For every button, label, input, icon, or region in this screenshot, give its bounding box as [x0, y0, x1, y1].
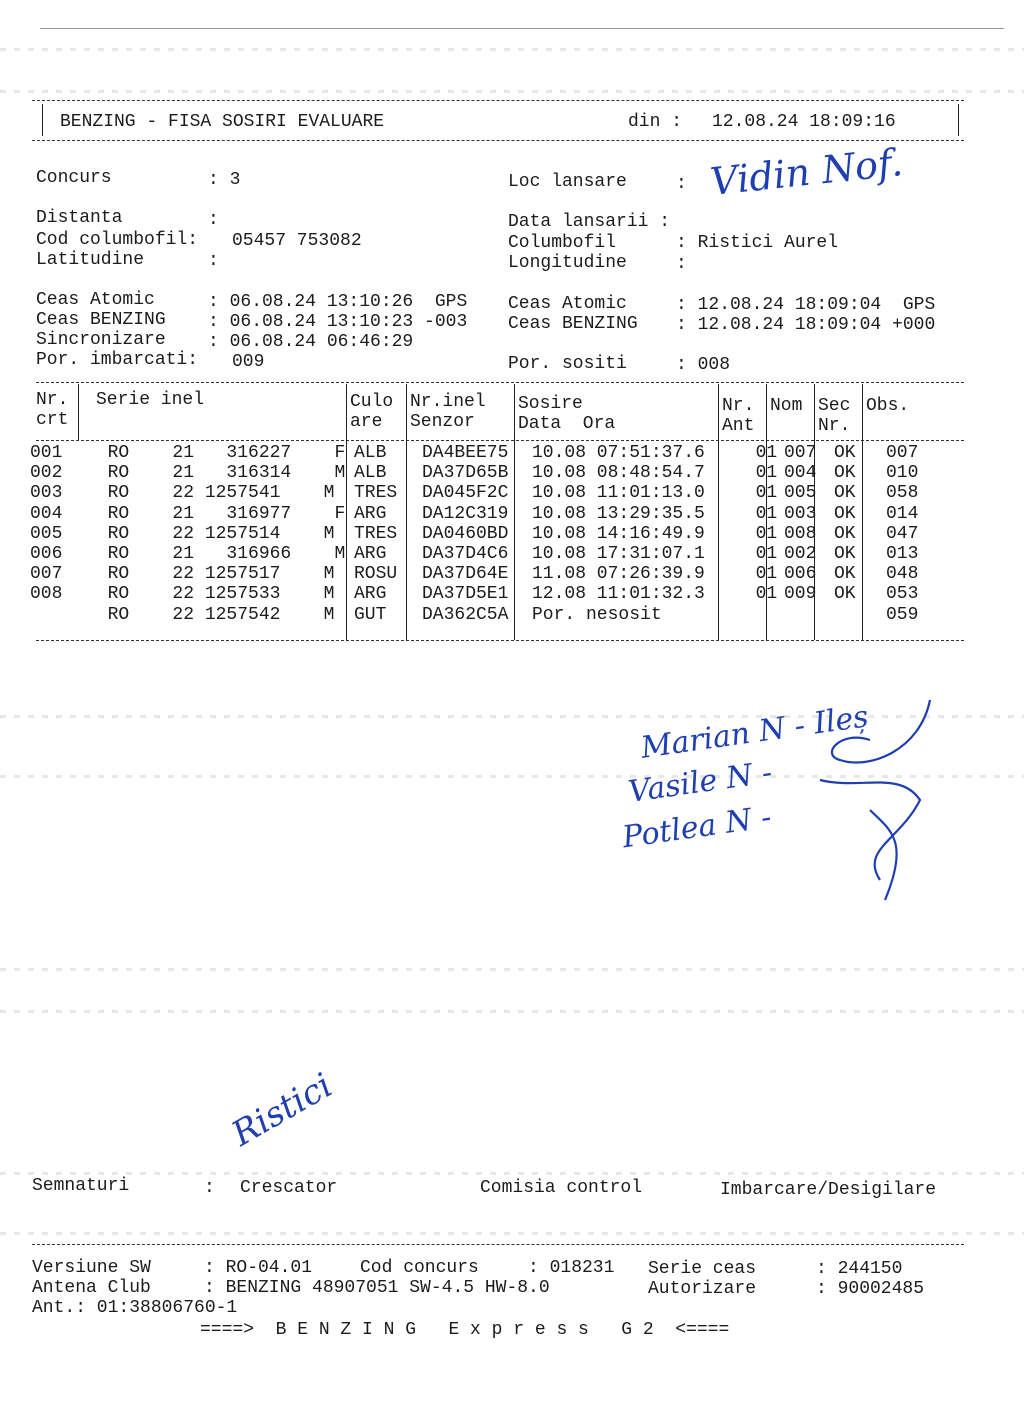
cod-concurs-label: Cod concurs — [360, 1258, 479, 1278]
row-culoare: ARG — [354, 544, 387, 565]
cod-columbofil-label: Cod columbofil: — [36, 230, 199, 250]
imbarcare-desigilare-label: Imbarcare/Desigilare — [720, 1180, 937, 1200]
ceas-atomic-end-label: Ceas Atomic — [508, 294, 627, 314]
sincronizare-label: Sincronizare — [36, 330, 166, 350]
row-senzor: DA4BEE75 — [422, 443, 509, 463]
row-nr: 006 — [30, 544, 63, 565]
row-culoare: ARG — [354, 503, 387, 524]
columbofil-value: : Ristici Aurel — [676, 233, 839, 253]
row-culoare: ROSU — [354, 564, 398, 585]
row-culoare: ALB — [354, 463, 387, 484]
row-ant: 01 — [734, 483, 778, 504]
row-sosire: 10.08 11:01:13.0 — [532, 483, 705, 504]
row-serie: RO 22 1257517 M — [86, 564, 335, 585]
document-title: BENZING - FISA SOSIRI EVALUARE — [60, 112, 385, 132]
versiune-sw-label: Versiune SW — [32, 1258, 151, 1278]
porumbei-imbarcati-label: Por. imbarcati: — [36, 350, 199, 370]
din-label: din : — [628, 112, 683, 132]
cod-concurs-value: : 018231 — [528, 1258, 615, 1278]
loc-lansare-label: Loc lansare — [508, 172, 627, 192]
latitudine-value: : — [208, 251, 219, 271]
ceas-atomic-start-value: : 06.08.24 13:10:26 GPS — [208, 292, 468, 312]
row-senzor: DA0460BD — [422, 523, 509, 544]
data-lansarii-label: Data lansarii : — [508, 212, 671, 232]
arrivals-table — [30, 443, 946, 625]
table-row — [30, 544, 946, 564]
row-serie: RO 22 1257514 M — [86, 523, 335, 544]
row-nr: 001 — [30, 443, 63, 463]
loc-lansare-sep: : — [676, 174, 687, 194]
concurs-value: : 3 — [208, 170, 241, 190]
row-sosire: 12.08 11:01:32.3 — [532, 584, 705, 605]
table-bottom-rule — [36, 640, 964, 641]
benzing-banner: ====> B E N Z I N G E x p r e s s G 2 <==== — [200, 1320, 730, 1340]
col-header-senzor: Senzor — [410, 412, 475, 432]
versiune-sw-value: : RO-04.01 — [204, 1258, 313, 1278]
row-serie: RO 22 1257541 M — [86, 483, 335, 504]
col-header-nr-ant-2: Ant — [722, 416, 755, 436]
row-serie: RO 21 316966 M — [86, 544, 346, 565]
row-sec: OK — [834, 584, 856, 605]
row-sec: OK — [834, 443, 856, 463]
row-sosire: 10.08 08:48:54.7 — [532, 463, 705, 484]
serie-ceas-value: : 244150 — [816, 1259, 903, 1279]
row-senzor: DA37D64E — [422, 564, 509, 585]
row-serie: RO 21 316977 F — [86, 503, 346, 524]
table-row — [30, 443, 946, 463]
row-ant: 01 — [734, 523, 778, 544]
crescator-label: Crescator — [240, 1178, 338, 1198]
handwritten-commission-1: Marian N - Ileș — [638, 699, 871, 766]
row-ant: 01 — [734, 443, 778, 463]
handwritten-commission-3: Potlea N - — [620, 799, 774, 856]
porumbei-imbarcati-value: 009 — [232, 352, 265, 372]
row-sec: OK — [834, 483, 856, 504]
row-ant — [734, 605, 780, 625]
row-ant: 01 — [734, 463, 778, 484]
col-header-sosire: Sosire — [518, 394, 583, 414]
header-bottom-rule — [32, 140, 964, 141]
row-sosire: Por. nesosit — [532, 604, 662, 625]
col-header-sec-2: Nr. — [818, 416, 851, 436]
row-senzor: DA37D65B — [422, 463, 509, 484]
commission-signatures — [780, 690, 980, 920]
row-nr: 007 — [30, 564, 63, 585]
table-row — [30, 504, 946, 524]
concurs-label: Concurs — [36, 168, 112, 188]
row-obs: 053 — [886, 584, 919, 605]
row-ant: 01 — [734, 544, 778, 565]
row-senzor: DA362C5A — [422, 604, 509, 625]
row-nr: 008 — [30, 584, 63, 605]
row-sec — [830, 605, 880, 625]
ceas-benzing-end-label: Ceas BENZING — [508, 314, 638, 334]
row-obs: 010 — [886, 463, 919, 484]
semnaturi-sep: : — [204, 1178, 215, 1198]
table-row — [30, 483, 946, 503]
row-nom: 007 — [784, 443, 817, 463]
row-nom: 006 — [784, 564, 817, 585]
row-nom: 004 — [784, 463, 817, 484]
col-header-nom: Nom — [770, 396, 803, 416]
row-nr: 005 — [30, 523, 63, 544]
row-obs: 059 — [886, 604, 919, 625]
col-header-nr-inel: Nr.inel — [410, 392, 486, 412]
table-top-rule — [36, 382, 964, 383]
col-header-data-ora: Data Ora — [518, 414, 616, 434]
col-header-sec-1: Sec — [818, 396, 851, 416]
row-nom — [780, 605, 830, 625]
row-culoare: GUT — [354, 604, 387, 625]
row-obs: 058 — [886, 483, 919, 504]
ceas-benzing-start-value: : 06.08.24 13:10:23 -003 — [208, 312, 468, 332]
row-serie: RO 21 316314 M — [86, 463, 346, 484]
row-nom: 002 — [784, 544, 817, 565]
row-ant: 01 — [734, 564, 778, 585]
row-nr: 004 — [30, 503, 63, 524]
header-top-rule — [32, 100, 964, 101]
antena-club-label: Antena Club — [32, 1278, 151, 1298]
row-obs: 013 — [886, 544, 919, 565]
row-sec: OK — [834, 544, 856, 565]
longitudine-value: : — [676, 254, 687, 274]
autorizare-value: : 90002485 — [816, 1279, 925, 1299]
row-nom: 008 — [784, 523, 817, 544]
row-sosire: 10.08 07:51:37.6 — [532, 443, 705, 463]
porumbei-sositi-label: Por. sositi — [508, 354, 627, 374]
semnaturi-label: Semnaturi — [32, 1176, 130, 1196]
ceas-benzing-end-value: : 12.08.24 18:09:04 +000 — [676, 315, 936, 335]
row-serie: RO 21 316227 F — [86, 443, 346, 463]
row-obs: 007 — [886, 443, 919, 463]
row-serie: RO 22 1257533 M — [86, 584, 335, 605]
row-nom: 003 — [784, 503, 817, 524]
row-senzor: DA12C319 — [422, 503, 509, 524]
row-nom: 009 — [784, 584, 817, 605]
table-row — [30, 463, 946, 483]
columbofil-label: Columbofil — [508, 233, 617, 253]
serie-ceas-label: Serie ceas — [648, 1259, 757, 1279]
footer-rule — [32, 1244, 964, 1245]
col-header-obs: Obs. — [866, 396, 910, 416]
col-header-nr: Nr. — [36, 390, 69, 410]
loc-lansare-handwritten: Vidin Nof. — [708, 140, 905, 204]
crescator-signature: Ristici — [225, 1065, 340, 1155]
table-row — [30, 524, 946, 544]
antena-id: Ant.: 01:38806760-1 — [32, 1298, 238, 1318]
row-senzor: DA045F2C — [422, 483, 509, 504]
row-senzor: DA37D4C6 — [422, 544, 509, 565]
handwritten-commission-2: Vasile N - — [626, 755, 775, 810]
row-obs: 048 — [886, 564, 919, 585]
row-sosire: 10.08 13:29:35.5 — [532, 503, 705, 524]
row-nr: 002 — [30, 463, 63, 484]
din-value: 12.08.24 18:09:16 — [712, 112, 896, 132]
row-sosire: 10.08 14:16:49.9 — [532, 523, 705, 544]
row-culoare: ALB — [354, 443, 387, 463]
row-sosire: 10.08 17:31:07.1 — [532, 544, 705, 565]
row-senzor: DA37D5E1 — [422, 584, 509, 605]
row-sec: OK — [834, 564, 856, 585]
ceas-benzing-start-label: Ceas BENZING — [36, 310, 166, 330]
row-nom: 005 — [784, 483, 817, 504]
row-culoare: TRES — [354, 483, 398, 504]
row-nr: 003 — [30, 483, 63, 504]
antena-club-value: : BENZING 48907051 SW-4.5 HW-8.0 — [204, 1278, 550, 1298]
row-sosire: 11.08 07:26:39.9 — [532, 564, 705, 585]
col-header-crt: crt — [36, 410, 69, 430]
row-culoare: TRES — [354, 523, 398, 544]
row-culoare: ARG — [354, 584, 387, 605]
distanta-value: : — [208, 210, 219, 230]
col-header-nr-ant-1: Nr. — [722, 396, 755, 416]
row-sec: OK — [834, 503, 856, 524]
row-ant: 01 — [734, 503, 778, 524]
table-row — [30, 564, 946, 584]
row-obs: 014 — [886, 503, 919, 524]
distanta-label: Distanta — [36, 208, 123, 228]
ceas-atomic-end-value: : 12.08.24 18:09:04 GPS — [676, 295, 936, 315]
row-obs: 047 — [886, 523, 919, 544]
row-nr — [30, 605, 86, 625]
comisia-control-label: Comisia control — [480, 1178, 643, 1198]
col-header-culoare-1: Culo — [350, 392, 394, 412]
cod-columbofil-value: 05457 753082 — [232, 231, 362, 251]
col-header-culoare-2: are — [350, 412, 383, 432]
row-serie: RO 22 1257542 M — [86, 604, 335, 625]
table-header-rule — [36, 440, 964, 441]
row-ant: 01 — [734, 584, 778, 605]
latitudine-label: Latitudine — [36, 250, 145, 270]
row-sec: OK — [834, 463, 856, 484]
longitudine-label: Longitudine — [508, 253, 627, 273]
autorizare-label: Autorizare — [648, 1279, 757, 1299]
row-sec: OK — [834, 523, 856, 544]
col-header-serie-inel: Serie inel — [96, 390, 205, 410]
table-row — [30, 584, 946, 604]
table-row — [30, 605, 946, 625]
ceas-atomic-start-label: Ceas Atomic — [36, 290, 155, 310]
sincronizare-value: : 06.08.24 06:46:29 — [208, 332, 414, 352]
porumbei-sositi-value: : 008 — [676, 355, 731, 375]
